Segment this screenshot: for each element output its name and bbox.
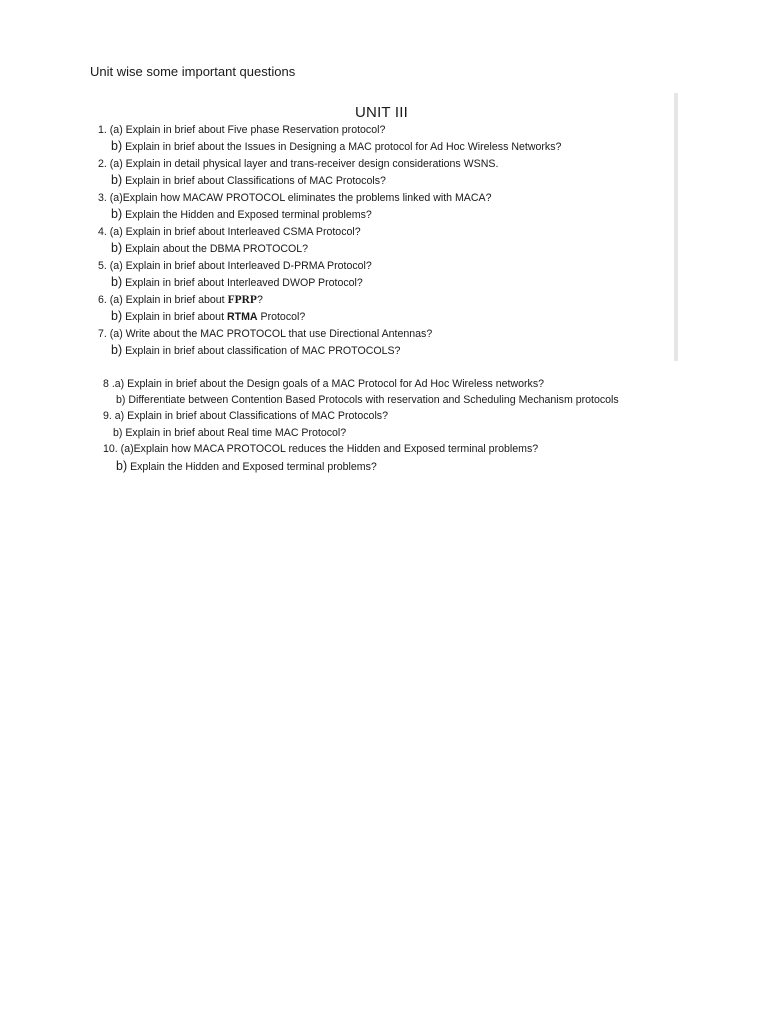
question-5b	[111, 275, 363, 290]
subquestion-marker: b)	[111, 309, 123, 323]
document-title: Unit wise some important questions	[90, 64, 296, 79]
question-6a	[98, 293, 263, 307]
question-text: Explain about the DBMA PROTOCOL?	[122, 243, 308, 255]
question-1a: 1. (a) Explain in brief about Five phase Reservation protocol?	[98, 124, 386, 136]
question-9a: 9. a) Explain in brief about Classifications of MAC Protocols?	[103, 410, 388, 422]
side-divider	[674, 93, 678, 361]
rtma-term: RTMA	[226, 311, 258, 323]
question-text: Explain in brief about Interleaved DWOP Protocol?	[122, 277, 363, 289]
question-9b: b) Explain in brief about Real time MAC Protocol?	[113, 427, 347, 439]
question-text: Protocol?	[257, 311, 306, 323]
question-5a: 5. (a) Explain in brief about Interleaved D-PRMA Protocol?	[98, 260, 372, 272]
question-text: Explain in brief about Classifications of MAC Protocols?	[122, 175, 386, 187]
question-text: Explain the Hidden and Exposed terminal problems?	[127, 461, 377, 473]
question-6b	[111, 309, 305, 324]
question-10a: 10. (a)Explain how MACA PROTOCOL reduces the Hidden and Exposed terminal problems?	[103, 443, 539, 455]
question-text: Explain in brief about	[122, 311, 227, 323]
question-text: Explain in brief about the Issues in Designing a MAC protocol for Ad Hoc Wireless Networks?	[122, 141, 562, 153]
question-3a: 3. (a)Explain how MACAW PROTOCOL eliminates the problems linked with MACA?	[98, 192, 492, 204]
question-2a: 2. (a) Explain in detail physical layer and trans-receiver design considerations WSNS.	[98, 158, 499, 170]
question-text: 6. (a) Explain in brief about	[98, 294, 228, 306]
question-4a: 4. (a) Explain in brief about Interleaved CSMA Protocol?	[98, 226, 361, 238]
question-1b	[111, 139, 561, 154]
question-4b	[111, 241, 308, 256]
subquestion-marker: b)	[116, 459, 128, 473]
question-text: Explain the Hidden and Exposed terminal problems?	[122, 209, 372, 221]
subquestion-marker: b)	[111, 275, 123, 289]
question-text: Explain in brief about classification of MAC PROTOCOLS?	[122, 345, 401, 357]
question-10b	[116, 459, 377, 474]
subquestion-marker: b)	[111, 343, 123, 357]
subquestion-marker: b)	[111, 139, 123, 153]
question-7a: 7. (a) Write about the MAC PROTOCOL that use Directional Antennas?	[98, 328, 433, 340]
question-8b: b) Differentiate between Contention Based Protocols with reservation and Scheduling Mechanism protocols	[116, 394, 619, 406]
question-8a: 8 .a) Explain in brief about the Design goals of a MAC Protocol for Ad Hoc Wireless networks?	[103, 378, 545, 390]
subquestion-marker: b)	[111, 241, 123, 255]
subquestion-marker: b)	[111, 173, 123, 187]
unit-heading: UNIT III	[355, 104, 408, 121]
question-text: ?	[256, 294, 263, 306]
question-2b	[111, 173, 386, 188]
question-7b	[111, 343, 400, 358]
question-3b	[111, 207, 372, 222]
fprp-term: FPRP	[227, 294, 257, 306]
subquestion-marker: b)	[111, 207, 123, 221]
